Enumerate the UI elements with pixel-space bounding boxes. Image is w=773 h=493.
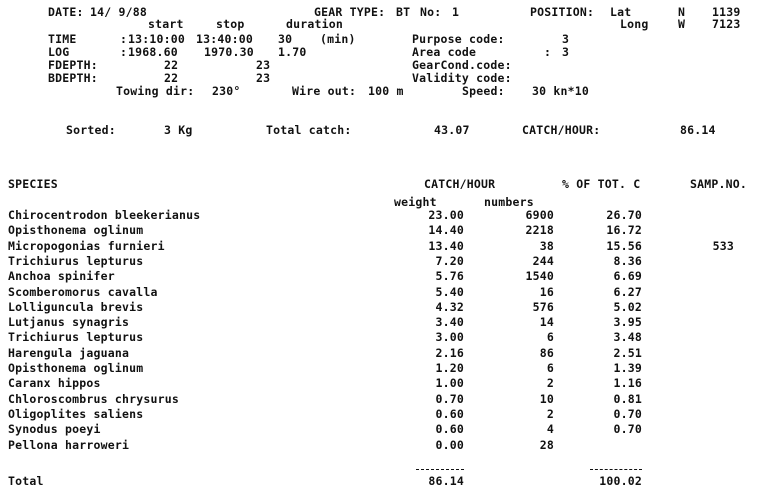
species-name: Micropogonias furnieri: [8, 239, 165, 253]
species-name: Scomberomorus cavalla: [8, 285, 158, 299]
total-weight: 86.14: [428, 474, 464, 488]
catch-weight: 4.32: [435, 300, 464, 314]
log-duration: 1.70: [278, 45, 307, 59]
gearcond-label: GearCond.code:: [412, 58, 512, 72]
species-name: Chirocentrodon bleekerianus: [8, 208, 201, 222]
percent-of-total: 6.27: [613, 285, 642, 299]
catch-weight: 0.00: [435, 438, 464, 452]
speed-label: Speed:: [462, 84, 505, 98]
species-name: Trichiurus lepturus: [8, 330, 144, 344]
catch-weight: 7.20: [435, 254, 464, 268]
weight-header: weight: [394, 195, 437, 209]
gear-type-value: BT: [396, 5, 411, 19]
species-name: Pellona harroweri: [8, 438, 130, 452]
percent-of-total: 0.70: [613, 407, 642, 421]
total-catch-value: 43.07: [434, 123, 470, 137]
date-value: 14/ 9/88: [90, 5, 147, 19]
species-name: Trichiurus lepturus: [8, 254, 144, 268]
lat-label: Lat: [610, 5, 632, 19]
species-name: Oligoplites saliens: [8, 407, 144, 421]
catch-numbers: 10: [539, 392, 554, 406]
col-start-header: start: [148, 17, 184, 31]
haul-number-label: No:: [420, 5, 442, 19]
percent-of-total: 1.16: [613, 376, 642, 390]
catch-weight: 5.76: [435, 269, 464, 283]
speed-value: 30 kn*10: [532, 84, 589, 98]
numbers-header: numbers: [484, 195, 534, 209]
catch-numbers: 28: [539, 438, 554, 452]
catch-weight: 1.00: [435, 376, 464, 390]
species-name: Synodus poeyi: [8, 422, 101, 436]
species-name: Anchoa spinifer: [8, 269, 115, 283]
species-name: Lolliguncula brevis: [8, 300, 144, 314]
date-label: DATE:: [48, 5, 84, 19]
time-label: TIME: [48, 32, 77, 46]
species-name: Harengula jaguana: [8, 346, 130, 360]
catch-weight: 3.00: [435, 330, 464, 344]
catch-numbers: 576: [532, 300, 554, 314]
species-header: SPECIES: [8, 177, 58, 191]
area-code-value: 3: [562, 45, 570, 59]
long-hemisphere: W: [678, 17, 686, 31]
percent-of-total: 0.81: [613, 392, 642, 406]
col-stop-header: stop: [216, 17, 245, 31]
towing-dir-value: 230°: [212, 84, 241, 98]
bdepth-start: 22: [164, 71, 179, 85]
species-name: Caranx hippos: [8, 376, 101, 390]
catch-numbers: 14: [539, 315, 554, 329]
time-separator: :: [120, 32, 128, 46]
lat-hemisphere: N: [678, 5, 686, 19]
catch-weight: 13.40: [428, 239, 464, 253]
species-name: Lutjanus synagris: [8, 315, 130, 329]
catch-weight: 23.00: [428, 208, 464, 222]
sample-number: 533: [712, 239, 734, 253]
area-code-label: Area code: [412, 45, 477, 59]
long-label: Long: [620, 17, 649, 31]
percent-of-total: 8.36: [613, 254, 642, 268]
catch-weight: 0.60: [435, 422, 464, 436]
catch-hour-header: CATCH/HOUR: [424, 177, 496, 191]
percent-of-total: 16.72: [606, 223, 642, 237]
time-unit: (min): [320, 32, 356, 46]
catch-weight: 0.70: [435, 392, 464, 406]
pct-total-header: % OF TOT. C: [562, 177, 641, 191]
total-label: Total: [8, 474, 44, 488]
catch-numbers: 1540: [525, 269, 554, 283]
catch-numbers: 6: [546, 361, 554, 375]
percent-of-total: 3.95: [613, 315, 642, 329]
catch-numbers: 2: [546, 407, 554, 421]
purpose-code-label: Purpose code:: [412, 32, 505, 46]
wire-out-label: Wire out:: [292, 84, 357, 98]
log-start: 1968.60: [128, 45, 178, 59]
catch-numbers: 2218: [525, 223, 554, 237]
weight-total-rule: [416, 469, 464, 470]
catch-weight: 14.40: [428, 223, 464, 237]
purpose-code-value: 3: [562, 32, 570, 46]
position-label: POSITION:: [530, 5, 595, 19]
time-duration: 30: [278, 32, 293, 46]
sample-number-header: SAMP.NO.: [690, 177, 747, 191]
species-name: Opisthonema oglinum: [8, 361, 144, 375]
sorted-label: Sorted:: [66, 123, 116, 137]
towing-dir-label: Towing dir:: [116, 84, 195, 98]
log-stop: 1970.30: [204, 45, 254, 59]
validity-label: Validity code:: [412, 71, 512, 85]
haul-number-value: 1: [452, 5, 460, 19]
catch-weight: 0.60: [435, 407, 464, 421]
catch-numbers: 4: [546, 422, 554, 436]
catch-numbers: 86: [539, 346, 554, 360]
sorted-value: 3 Kg: [164, 123, 193, 137]
fdepth-start: 22: [164, 58, 179, 72]
catch-numbers: 16: [539, 285, 554, 299]
percent-of-total: 2.51: [613, 346, 642, 360]
percent-of-total: 6.69: [613, 269, 642, 283]
species-name: Opisthonema oglinum: [8, 223, 144, 237]
lat-value: 1139: [712, 5, 741, 19]
gear-type-label: GEAR TYPE:: [314, 5, 386, 19]
catch-numbers: 2: [546, 376, 554, 390]
log-separator: :: [120, 45, 128, 59]
fdepth-stop: 23: [256, 58, 271, 72]
bdepth-label: BDEPTH:: [48, 71, 98, 85]
catch-weight: 2.16: [435, 346, 464, 360]
percent-of-total: 5.02: [613, 300, 642, 314]
catch-numbers: 6: [546, 330, 554, 344]
pct-total-rule: [590, 469, 642, 470]
percent-of-total: 1.39: [613, 361, 642, 375]
catch-hour-label: CATCH/HOUR:: [522, 123, 601, 137]
total-catch-label: Total catch:: [266, 123, 352, 137]
percent-of-total: 26.70: [606, 208, 642, 222]
log-label: LOG: [48, 45, 70, 59]
wire-out-value: 100 m: [368, 84, 404, 98]
catch-numbers: 244: [532, 254, 554, 268]
catch-weight: 3.40: [435, 315, 464, 329]
area-code-separator: :: [544, 45, 552, 59]
species-name: Chloroscombrus chrysurus: [8, 392, 179, 406]
percent-of-total: 0.70: [613, 422, 642, 436]
time-start: 13:10:00: [128, 32, 185, 46]
long-value: 7123: [712, 17, 741, 31]
bdepth-stop: 23: [256, 71, 271, 85]
fdepth-label: FDEPTH:: [48, 58, 98, 72]
percent-of-total: 3.48: [613, 330, 642, 344]
time-stop: 13:40:00: [196, 32, 253, 46]
catch-numbers: 6900: [525, 208, 554, 222]
catch-numbers: 38: [539, 239, 554, 253]
percent-of-total: 15.56: [606, 239, 642, 253]
catch-hour-value: 86.14: [680, 123, 716, 137]
catch-weight: 1.20: [435, 361, 464, 375]
total-pct: 100.02: [599, 474, 642, 488]
catch-weight: 5.40: [435, 285, 464, 299]
col-duration-header: duration: [286, 17, 343, 31]
